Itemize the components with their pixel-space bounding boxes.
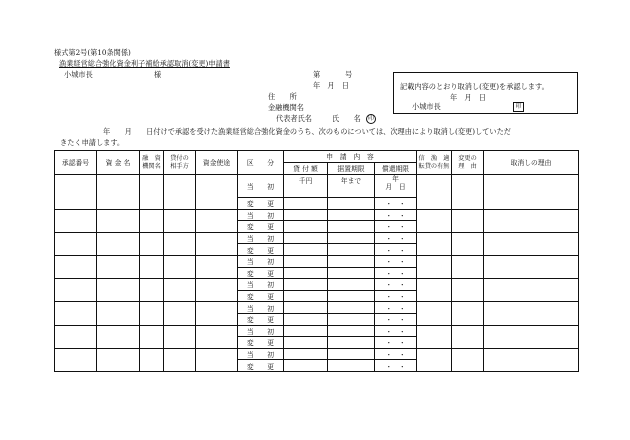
cell-repayment[interactable]: ・ ・	[375, 209, 417, 221]
cell-borrower[interactable]	[164, 325, 196, 348]
cell-repayment[interactable]: ・ ・	[375, 360, 417, 372]
approval-mayor-line	[412, 102, 524, 112]
cell-deferment[interactable]	[328, 290, 375, 302]
cell-cancel-reason[interactable]	[484, 175, 579, 210]
cell-institution[interactable]	[140, 175, 164, 210]
cell-change-reason[interactable]	[452, 302, 484, 325]
cell-repayment[interactable]: ・ ・	[375, 337, 417, 349]
addressee-honorific: 様	[154, 70, 162, 79]
cell-institution[interactable]	[140, 209, 164, 232]
cell-deferment[interactable]	[328, 348, 375, 360]
cell-deferment[interactable]	[328, 279, 375, 291]
cell-fishery[interactable]	[417, 255, 452, 278]
institution-label: 金融機関名	[268, 103, 304, 112]
cell-fund-name[interactable]	[97, 302, 140, 325]
cell-deferment[interactable]	[328, 302, 375, 314]
cell-deferment[interactable]	[328, 244, 375, 256]
cell-category-original: 当 初	[238, 175, 284, 198]
cell-category-original: 当 初	[238, 279, 284, 291]
header-use: 資金使途	[196, 151, 238, 175]
cell-deferment[interactable]	[328, 325, 375, 337]
cell-approval-no[interactable]	[55, 255, 97, 278]
header-cancel-reason: 取消しの理由	[484, 151, 579, 175]
cell-cancel-reason[interactable]	[484, 255, 579, 278]
cell-category-original: 当 初	[238, 325, 284, 337]
cell-use[interactable]	[196, 209, 238, 232]
cell-category-original: 当 初	[238, 348, 284, 360]
cell-cancel-reason[interactable]	[484, 279, 579, 302]
body-text-line2: きたく申請します。	[60, 138, 125, 147]
cell-repayment[interactable]: ・ ・	[375, 244, 417, 256]
cell-institution[interactable]	[140, 302, 164, 325]
cell-repayment[interactable]: ・ ・	[375, 313, 417, 325]
cell-borrower[interactable]	[164, 302, 196, 325]
body-text-line1: 年 月 日付けで承認を受けた漁業経営総合強化資金のうち、次のものについては、次理由により取消し(変更)していただ	[103, 127, 511, 136]
approval-mayor: 小城市長	[412, 102, 441, 111]
address-label: 住 所	[268, 92, 297, 101]
cell-deferment[interactable]	[328, 267, 375, 279]
cell-loan-amount[interactable]	[284, 337, 328, 349]
cell-approval-no[interactable]	[55, 232, 97, 255]
cell-loan-amount[interactable]	[284, 198, 328, 210]
cell-use[interactable]	[196, 255, 238, 278]
cell-borrower[interactable]	[164, 209, 196, 232]
application-table	[54, 150, 579, 372]
table-row	[55, 325, 579, 337]
cell-use[interactable]	[196, 325, 238, 348]
cell-change-reason[interactable]	[452, 325, 484, 348]
rep-name-label: 氏 名	[332, 114, 361, 123]
cell-repayment[interactable]	[375, 175, 417, 198]
cell-loan-amount[interactable]	[284, 290, 328, 302]
cell-use[interactable]	[196, 175, 238, 210]
cell-repayment[interactable]: ・ ・	[375, 267, 417, 279]
rep-label: 代表者氏名	[276, 114, 312, 123]
cell-cancel-reason[interactable]	[484, 348, 579, 371]
cell-loan-amount[interactable]	[284, 221, 328, 233]
dai-label: 第	[313, 70, 321, 79]
cell-deferment[interactable]	[328, 232, 375, 244]
cell-loan-amount[interactable]	[284, 313, 328, 325]
cell-category-changed: 変 更	[238, 198, 284, 210]
cell-fishery[interactable]	[417, 232, 452, 255]
cell-deferment[interactable]	[328, 360, 375, 372]
approval-box	[393, 72, 578, 114]
cell-category-original: 当 初	[238, 255, 284, 267]
cell-fishery[interactable]	[417, 302, 452, 325]
cell-change-reason[interactable]	[452, 279, 484, 302]
cell-approval-no[interactable]	[55, 325, 97, 348]
cell-fishery[interactable]	[417, 209, 452, 232]
header-application: 申 請 内 容	[284, 151, 417, 163]
approval-text: 記載内容のとおり取消し(変更)を承認します。	[400, 82, 549, 91]
cell-deferment[interactable]	[328, 209, 375, 221]
cell-change-reason[interactable]	[452, 255, 484, 278]
cell-deferment[interactable]	[328, 313, 375, 325]
header-fund-name: 資 金 名	[97, 151, 140, 175]
table-row	[55, 175, 579, 198]
header-category: 区 分	[238, 151, 284, 175]
cell-approval-no[interactable]	[55, 209, 97, 232]
cell-category-changed: 変 更	[238, 360, 284, 372]
cell-approval-no[interactable]	[55, 279, 97, 302]
cell-change-reason[interactable]	[452, 348, 484, 371]
cell-repayment[interactable]: ・ ・	[375, 221, 417, 233]
cell-approval-no[interactable]	[55, 175, 97, 210]
cell-institution[interactable]	[140, 348, 164, 371]
header-change-reason: 変更の 理 由	[452, 151, 484, 175]
cell-loan-amount[interactable]	[284, 360, 328, 372]
form-number: 様式第2号(第10条関係)	[54, 48, 131, 57]
cell-approval-no[interactable]	[55, 302, 97, 325]
table-row	[55, 209, 579, 221]
cell-institution[interactable]	[140, 279, 164, 302]
header-borrower: 貸付の 相手方	[164, 151, 196, 175]
cell-category-changed: 変 更	[238, 337, 284, 349]
approval-seal-icon: 印	[513, 102, 524, 112]
cell-loan-amount[interactable]	[284, 267, 328, 279]
cell-repayment[interactable]: ・ ・	[375, 198, 417, 210]
unit-repayment-year: 年	[392, 175, 399, 183]
cell-deferment[interactable]	[328, 337, 375, 349]
cell-repayment[interactable]: ・ ・	[375, 255, 417, 267]
cell-cancel-reason[interactable]	[484, 325, 579, 348]
cell-borrower[interactable]	[164, 232, 196, 255]
cell-loan-amount[interactable]	[284, 175, 328, 198]
cell-category-changed: 変 更	[238, 221, 284, 233]
cell-fishery[interactable]	[417, 348, 452, 371]
cell-category-changed: 変 更	[238, 313, 284, 325]
unit-amount: 千円	[298, 177, 313, 185]
cell-fund-name[interactable]	[97, 175, 140, 210]
table-row	[55, 255, 579, 267]
header-fishery: 信 漁 適 転貸の有無	[417, 151, 452, 175]
cell-change-reason[interactable]	[452, 232, 484, 255]
cell-fund-name[interactable]	[97, 255, 140, 278]
cell-change-reason[interactable]	[452, 209, 484, 232]
form-title: 漁業経営総合強化資金利子補給承認取消(変更)申請書	[59, 59, 230, 68]
cell-loan-amount[interactable]	[284, 348, 328, 360]
cell-loan-amount[interactable]	[284, 209, 328, 221]
cell-use[interactable]	[196, 279, 238, 302]
cell-deferment[interactable]	[328, 198, 375, 210]
cell-fishery[interactable]	[417, 279, 452, 302]
cell-borrower[interactable]	[164, 255, 196, 278]
cell-repayment[interactable]: ・ ・	[375, 325, 417, 337]
unit-deferment: 年まで	[340, 177, 362, 185]
cell-repayment[interactable]: ・ ・	[375, 348, 417, 360]
cell-loan-amount[interactable]	[284, 279, 328, 291]
cell-change-reason[interactable]	[452, 175, 484, 210]
header-repayment: 償還期限	[375, 163, 417, 175]
addressee: 小城市長	[64, 70, 93, 79]
cell-fund-name[interactable]	[97, 209, 140, 232]
approval-date: 年 月 日	[450, 93, 486, 102]
cell-institution[interactable]	[140, 255, 164, 278]
cell-fund-name[interactable]	[97, 232, 140, 255]
header-deferment: 据置期限	[328, 163, 375, 175]
cell-repayment[interactable]: ・ ・	[375, 290, 417, 302]
cell-institution[interactable]	[140, 325, 164, 348]
header-loan-amount: 貸 付 額	[284, 163, 328, 175]
cell-borrower[interactable]	[164, 348, 196, 371]
table-body	[55, 175, 579, 372]
cell-institution[interactable]	[140, 232, 164, 255]
table-row	[55, 348, 579, 360]
seal-icon: 印	[368, 115, 375, 122]
cell-deferment[interactable]	[328, 255, 375, 267]
cell-loan-amount[interactable]	[284, 325, 328, 337]
cell-category-changed: 変 更	[238, 244, 284, 256]
cell-use[interactable]	[196, 348, 238, 371]
cell-cancel-reason[interactable]	[484, 209, 579, 232]
go-label: 号	[345, 70, 353, 79]
cell-cancel-reason[interactable]	[484, 232, 579, 255]
cell-use[interactable]	[196, 302, 238, 325]
cell-fishery[interactable]	[417, 175, 452, 210]
cell-loan-amount[interactable]	[284, 302, 328, 314]
cell-category-changed: 変 更	[238, 267, 284, 279]
cell-fund-name[interactable]	[97, 279, 140, 302]
cell-repayment[interactable]: ・ ・	[375, 279, 417, 291]
table-row	[55, 232, 579, 244]
cell-use[interactable]	[196, 232, 238, 255]
header-institution: 融 資 機関名	[140, 151, 164, 175]
cell-category-original: 当 初	[238, 232, 284, 244]
cell-cancel-reason[interactable]	[484, 302, 579, 325]
cell-loan-amount[interactable]	[284, 255, 328, 267]
cell-repayment[interactable]: ・ ・	[375, 302, 417, 314]
unit-repayment-md: 月 日	[385, 183, 406, 191]
cell-fishery[interactable]	[417, 325, 452, 348]
cell-repayment[interactable]: ・ ・	[375, 232, 417, 244]
table-row	[55, 302, 579, 314]
cell-category-original: 当 初	[238, 302, 284, 314]
application-date: 年 月 日	[313, 81, 349, 90]
cell-loan-amount[interactable]	[284, 232, 328, 244]
header-approval-no: 承認番号	[55, 151, 97, 175]
cell-loan-amount[interactable]	[284, 244, 328, 256]
cell-deferment[interactable]	[328, 221, 375, 233]
rep-name-line	[332, 114, 376, 124]
table-row	[55, 279, 579, 291]
cell-category-changed: 変 更	[238, 290, 284, 302]
cell-fund-name[interactable]	[97, 325, 140, 348]
cell-deferment[interactable]	[328, 175, 375, 198]
cell-approval-no[interactable]	[55, 348, 97, 371]
cell-category-original: 当 初	[238, 209, 284, 221]
cell-fund-name[interactable]	[97, 348, 140, 371]
cell-borrower[interactable]	[164, 175, 196, 210]
cell-borrower[interactable]	[164, 279, 196, 302]
